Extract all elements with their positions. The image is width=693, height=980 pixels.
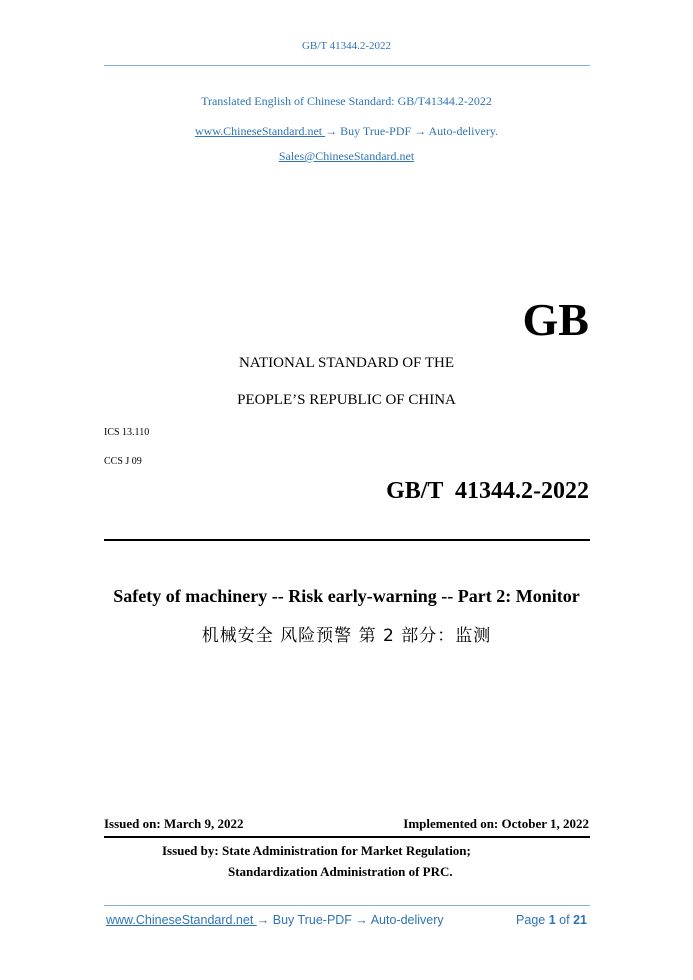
ccs-code: CCS J 09 [104,456,142,467]
title-chinese: 机械安全 风险预警 第 2 部分：监测 [201,626,492,646]
header-divider [104,65,590,66]
national-standard-line1: NATIONAL STANDARD OF THE [238,355,455,371]
arrow-right-icon: → [414,124,427,138]
issued-by-line1: Issued by: State Administration for Market Regulation; [162,843,471,858]
footer-purchase-line [106,913,444,927]
page-label: Page [516,913,546,927]
standard-number: GB/T 41344.2-2022 [386,478,589,504]
buy-true-pdf-text: Buy True-PDF [337,124,415,138]
national-standard-line2: PEOPLE’S REPUBLIC OF CHINA [237,392,456,408]
footer-divider [104,905,590,906]
page-indicator [516,913,587,927]
auto-delivery-text: Auto-delivery. [426,124,499,138]
title-divider [104,539,590,541]
title-english: Safety of machinery -- Risk early-warning -- Part 2: Monitor [113,586,580,606]
footer-delivery-text: Auto-delivery [367,913,444,927]
site-link[interactable]: www.ChineseStandard.net [194,124,326,138]
page-total: 21 [573,913,587,927]
arrow-right-icon: → [355,913,368,927]
issued-by-line2: Standardization Administration of PRC. [228,864,453,879]
ics-code: ICS 13.110 [104,427,150,438]
issued-divider [104,836,590,838]
sales-email-line [0,149,693,164]
arrow-right-icon: → [256,913,270,927]
purchase-line [0,124,693,139]
header-std-code: GB/T 41344.2-2022 [301,40,392,52]
gb-logo: GB [522,294,589,345]
footer-buy-text: Buy True-PDF [269,913,356,927]
footer-site-link[interactable]: www.ChineseStandard.net [106,913,257,927]
page-current: 1 [548,913,556,927]
issued-on: Issued on: March 9, 2022 [104,816,244,831]
translated-line: Translated English of Chinese Standard: GB/T41344.2-2022 [201,94,492,108]
sales-email-link[interactable]: Sales@ChineseStandard.net [278,149,415,163]
page-of: of [559,913,570,927]
implemented-on: Implemented on: October 1, 2022 [403,816,589,831]
arrow-right-icon: → [325,124,338,138]
